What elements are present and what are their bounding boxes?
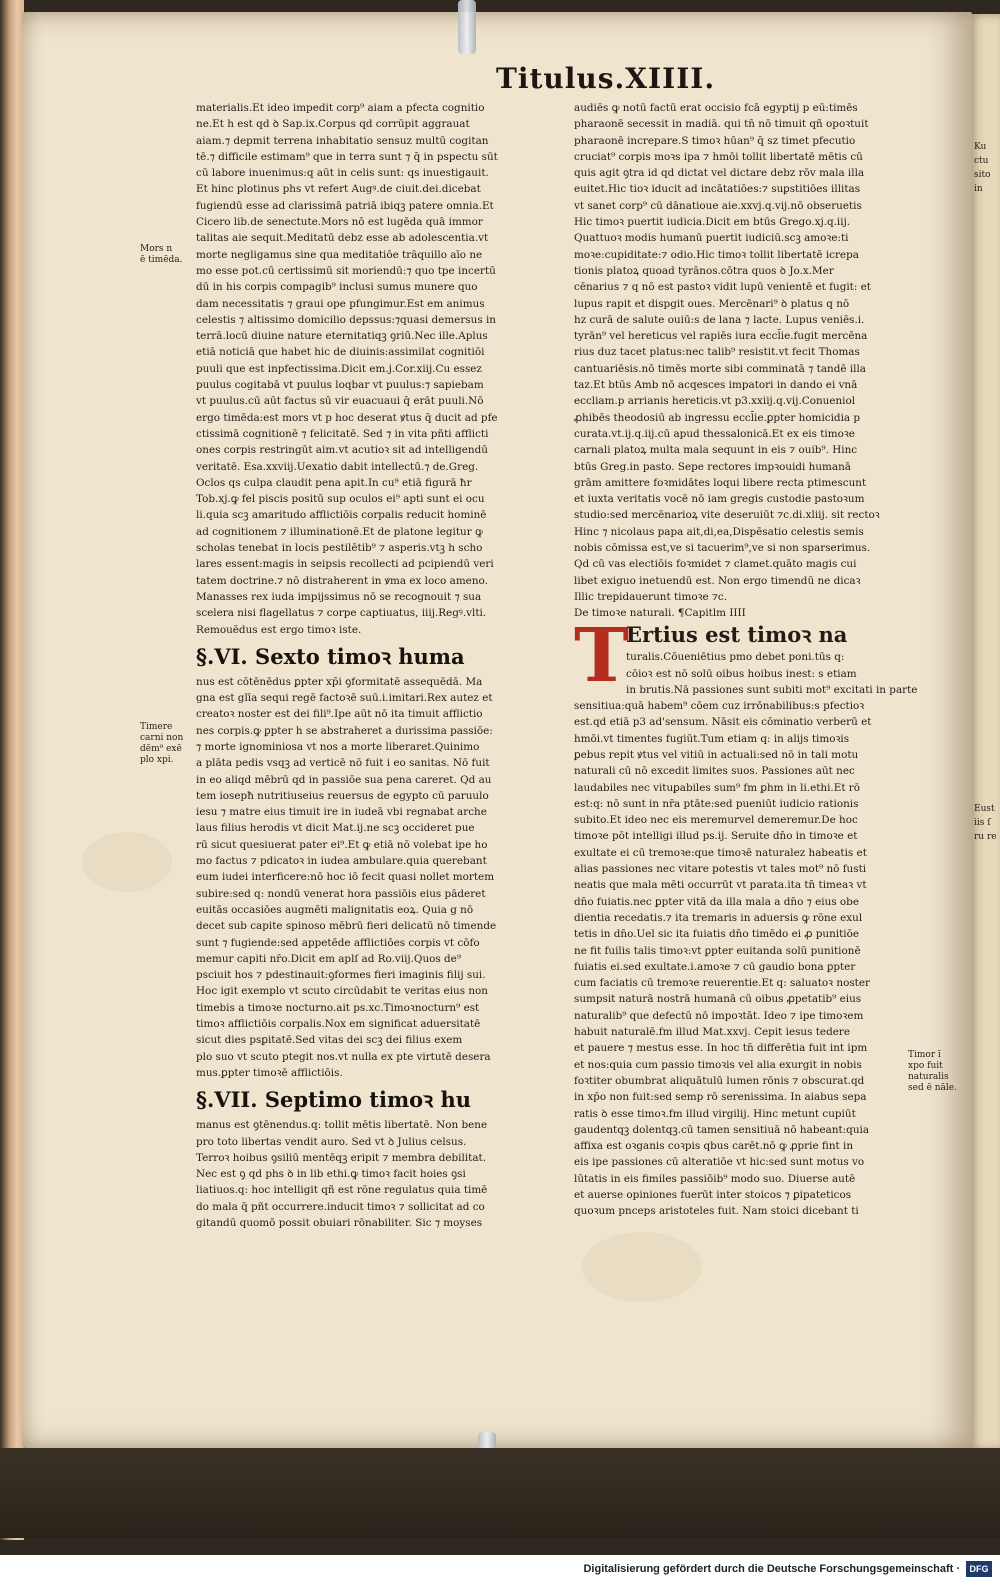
text-line: lupus rapit et dispgit oues. Mercēnari⁹ ꝺ platus q nō	[574, 297, 850, 310]
text-line: in brutis.Nā passiones sunt subiti mot⁹ excitati in parte	[626, 683, 918, 696]
text-line: tem iosepħ nutritiuseius reuersus de egypto cū paruulo	[196, 789, 489, 802]
text-line: puulus cogitabā vt puulus loqbar vt puulus:⁊ sapiebam	[196, 379, 484, 392]
text-line: rius duz tacet platus:nec talib⁹ resistit.vt fecit Thomas	[574, 346, 860, 359]
text-line: plo suo vt scuto ptegit nos.vt nulla ex pte virtutē desera	[196, 1050, 491, 1063]
text-line: quis agit ꝯtra id qd dictat vel dictare debz rōv mala illa	[574, 167, 865, 180]
facing-page-fragment: sito	[974, 170, 991, 180]
text-line: subito.Et ideo nec eis meremurvel demeremur.De hoc	[574, 814, 858, 827]
text-line: libet exiguo inetuendū est. Non ergo timendū ne dicaꝛ	[574, 574, 861, 587]
text-line: gna est glīa sequi regē factoꝛē suū.i.imitari.Rex autez et	[196, 692, 493, 705]
paper-stain	[582, 1232, 702, 1302]
facing-page-fragment: in	[974, 184, 983, 194]
text-line: Hoc igit exemplo vt scuto circūdabit te veritas eius non	[196, 985, 488, 998]
text-block	[574, 649, 950, 1219]
text-line: tē.⁊ difficile estimam⁹ que in terra sunt ⁊ q̄ in pspectu sūt	[196, 150, 498, 163]
book-fore-edge	[0, 0, 24, 1540]
chapter-heading: De timoꝛe naturali. ¶Capitlm IIII	[574, 607, 746, 620]
text-line: lūtatis in eis fimiles passiōib⁹ modo suo. Diuerse autē	[574, 1172, 856, 1185]
margin-note: Timere carni non dēm⁹ exē plo xpi.	[140, 722, 184, 765]
text-line: et pauere ⁊ mestus esse. In hoc tn̄ differētia fuit int ipm	[574, 1042, 868, 1055]
text-line: lares essent:magis in seipsis recollecti ad pcipiendū veri	[196, 558, 494, 571]
text-line: tyrān⁹ vel hereticus vel rapiēs iura eccl̄ie.fugit mercēna	[574, 330, 868, 343]
text-line: habuit naturalē.fm illud Mat.xxvj. Cepit iesus tedere	[574, 1026, 850, 1039]
text-line: ad cognitionem ⁊ illuminationē.Et de platone legitur ꝙ	[196, 525, 483, 538]
text-line: vt puulus.cū aūt factus sū vir euacuaui q̄ erāt puuli.Nō	[196, 395, 484, 408]
text-line: mus.ꝑpter timoꝛē afflictiōis.	[196, 1066, 343, 1079]
text-line: laus filius herodis vt dicit Mat.ij.ne scꝫ occideret pue	[196, 822, 475, 835]
facing-page-edge	[968, 14, 1000, 1450]
text-line: ne fit fuilis talis timoꝛ:vt ꝑpter euitanda solū punitionē	[574, 944, 861, 957]
dfg-logo: DFG	[966, 1561, 992, 1577]
chapter-incipit: Ertius est timoꝛ na	[626, 622, 848, 648]
text-line: Et hinc plotinus phs vt refert Augꝰ.de ciuit.dei.dicebat	[196, 183, 481, 196]
text-block	[196, 1117, 562, 1231]
text-line: puuli que est inpfectissima.Dicit em.j.Cor.xiij.Cu essez	[196, 362, 482, 375]
text-block	[196, 674, 562, 1081]
text-line: moꝛe:cupiditate:⁊ odio.Hic timoꝛ tollit libertatē icrepa	[574, 248, 859, 261]
text-line: pharaonē increpare.S timoꝛ hūan⁹ q̄ sz timet pfecutio	[574, 134, 856, 147]
text-line: cruciat⁹ corpis moꝛs ipa ⁊ hmōi tollit libertatē mētis cū	[574, 150, 863, 163]
text-line: est.qd etiā p3 ad'sensum. Nāsit eis cōminatio verberū et	[574, 716, 872, 729]
text-line: morte negligamus sine qua meditatiōe trāquillo aīo ne	[196, 248, 483, 261]
text-line: Remouēdus est ergo timoꝛ iste.	[196, 623, 362, 636]
text-line: nobis cōmissa est,ve si tacuerim⁹,ve si non sparserimus.	[574, 542, 871, 555]
text-line: scelera nisi flagellatus ⁊ corpe captiuatus, iiij.Regꝰ.vlti.	[196, 607, 487, 620]
text-line: liatiuos.q: hoc intelligit qñ est rōne regulatus quia timē	[196, 1184, 488, 1197]
text-line: foꝛtiter obumbrat aliquātulū lumen rōnis ⁊ obscurat.qd	[574, 1074, 865, 1087]
text-line: vt sanet corp⁹ cū dānatioue aie.xxvj.q.vij.nō obseruetis	[574, 199, 862, 212]
text-line: Terroꝛ hoibus ꝯsiliū mentēqꝫ eripit ⁊ membra debilitat.	[196, 1151, 486, 1164]
facing-page-fragment: Ku	[974, 142, 987, 152]
text-line: pharaonē secessit in madiā. qui tn̄ nō timuit qñ opoꝛtuit	[574, 118, 869, 131]
text-line: cū labore inuenimus:q aūt in celis sunt: qs inuestigauit.	[196, 167, 489, 180]
text-line: fuiatis ei.sed exultate.i.amoꝛe ⁊ cū gaudio bona ꝑpter	[574, 960, 856, 973]
text-line: dū in his corpis compagib⁹ inclusi sumus munere quo	[196, 281, 478, 294]
text-line: dientia recedatis.⁊ ita tremaris in aduersis ꝙ rōne exul	[574, 911, 863, 924]
text-line: nus est cōtēnēdus ꝑpter xp̄i ꝯformitatē assequēdā. Ma	[196, 675, 483, 688]
text-line: cōioꝛ est nō solū oibus hoibus inest: s etiam	[626, 667, 857, 680]
text-line: dn̄o fuiatis.nec ꝑpter vitā da illa mala a dn̄o ⁊ eius obe	[574, 895, 859, 908]
text-line: in eo aliqd mēbrū qd in passiōe sua pena careret. Qd au	[196, 773, 492, 786]
text-line: mo factus ⁊ pdicatoꝛ in iudea ambulare.quia querebant	[196, 855, 487, 868]
text-line: ctissimā cognitionē ⁊ felicitatē. Sed ⁊ in vita pñti afflicti	[196, 427, 489, 440]
text-line: ones corpis restringūt aim.vt acutioꝛ sit ad intelligendū	[196, 444, 488, 457]
text-line: Manasses rex iuda impijssimus nō se recognouit ⁊ sua	[196, 590, 482, 603]
text-line: dam necessitatis ⁊ graui ope pfungimur.Est em animus	[196, 297, 485, 310]
paper-stain	[82, 832, 172, 892]
text-line: Illic trepidauerunt timoꝛe ⁊c.	[574, 590, 728, 603]
right-text-column	[574, 100, 950, 1220]
text-line: iesu ⁊ matre eius timuit ire in iudeā vbi regnabat arche	[196, 806, 487, 819]
text-line: in xp̄o non fuit:sed semp rō serenissima. In aiabus sepa	[574, 1091, 867, 1104]
text-line: gaudentqꝫ dolentqꝫ.cū tamen sensitiuā nō habeant:quia	[574, 1123, 870, 1136]
text-line: ꝓhibēs theodosiū ab ingressu eccl̄ie.ꝑpter homicidia p	[574, 411, 861, 424]
text-line: timebis a timoꝛe nocturno.ait ps.xc.Timoꝛnocturn⁹ est	[196, 1001, 480, 1014]
text-line: pro toto libertas vendit auro. Sed vt ꝺ Julius celsus.	[196, 1135, 467, 1148]
text-line: li.quia scꝫ amaritudo afflictiōis corpalis reducit hominē	[196, 509, 487, 522]
text-line: et nos:quia cum passio timoꝛis vel alia exurgit in nobis	[574, 1058, 862, 1071]
text-line: creatoꝛ noster est dei fili⁹.Ipe aūt nō ita timuit afflictio	[196, 708, 483, 721]
text-line: ne.Et h est qd ꝺ Sap.ix.Corpus qd corrūpit aggrauat	[196, 118, 470, 131]
running-head: Titulus.XIIII.	[496, 62, 716, 95]
text-line: naturalib⁹ que defectū nō impoꝛtāt. Ideo ⁊ ipe timoꝛem	[574, 1009, 864, 1022]
margin-note: Timor ī xpo fuit naturalis sed ē nāle.	[908, 1050, 957, 1093]
text-line: Hinc ⁊ nicolaus papa ait,di,ea,Dispēsatio celestis semis	[574, 525, 864, 538]
text-line: Oclos qs culpa claudit pena apit.In cu⁹ etiā figurā ħr	[196, 476, 472, 489]
text-line: cum faciatis cū tremoꝛe reuerentie.Et q: saluatoꝛ noster	[574, 977, 870, 990]
facing-page-fragment: iis ſ	[974, 818, 991, 828]
facing-page-fragment: ctu	[974, 156, 989, 166]
text-line: btūs Greg.in pasto. Sepe rectores impꝛouidi humanā	[574, 460, 851, 473]
text-line: Quattuoꝛ modis humanū puertit iudiciū.scꝫ amoꝛe:ti	[574, 232, 849, 245]
text-line: hz curā de salute ouiū:s de lana ⁊ lacte. Lupus veniēs.i.	[574, 313, 865, 326]
text-block	[196, 100, 562, 638]
text-line: Cicero lib.de senectute.Mors nō est lugēda quā immor	[196, 216, 483, 229]
text-line: a plāta pedis vsqꝫ ad verticē nō fuit i eo sanitas. Nō fuit	[196, 757, 490, 770]
text-line: materialis.Et ideo impedit corp⁹ aiam a pfecta cognitio	[196, 102, 485, 114]
text-line: affixa est oꝛganis coꝛpis qbus carēt.nō ꝙ ꝓprie fint in	[574, 1140, 854, 1153]
text-line: subire:sed q: nondū venerat hora passiōis eius pāderet	[196, 887, 486, 900]
text-line: ⁊ morte ignominiosa vt nos a morte liberaret.Quinimo	[196, 740, 480, 753]
text-line: gitandū quomō possit obuiari rōnabiliter. Sic ⁊ moyses	[196, 1217, 483, 1229]
text-line: celestis ⁊ altissimo domicilio depssus:⁊quasi demersus in	[196, 313, 496, 326]
text-line: Qd cū vas electiōis foꝛmidet ⁊ clamet.quāto magis cui	[574, 558, 857, 571]
text-line: memur capiti nr̄o.Dicit em aplſ ad Ro.viij.Quos de⁹	[196, 952, 461, 965]
rubricated-initial: T	[574, 613, 630, 700]
text-line: eum iudei interficere:nō hoc iō fecit quasi nollet mortem	[196, 871, 495, 884]
section-heading-vii: §.VII. Septimo timoꝛ hu	[196, 1087, 471, 1113]
text-line: ꝑebus repit ꝟtus vel vitiū in actuali:sed nō in tali motu	[574, 748, 859, 761]
text-line: sicut dies psꝑitatē.Sed vitas dei scꝫ dei filius exem	[196, 1034, 463, 1047]
text-line: euitet.Hic tioꝛ iducit ad incātatiōes:⁊ suꝑstitiōes illitas	[574, 183, 861, 196]
facing-page-fragment: ru re	[974, 832, 997, 842]
footer-credit: Digitalisierung gefördert durch die Deutsche Forschungsgemeinschaft ·	[583, 1563, 960, 1575]
text-line: est:q: nō sunt in nr̄a ptāte:sed pueniūt iudicio rationis	[574, 797, 859, 810]
text-line: sensitiua:quā habem⁹ cōem cuz irrōnabilibus:s pfectioꝛ	[574, 700, 865, 713]
text-line: Hic timoꝛ puertit iudicia.Dicit em btūs Grego.xj.q.iij.	[574, 216, 851, 229]
text-line: quoꝛum pnceps aristoteles fuit. Nam stoici dicebant ti	[574, 1205, 859, 1218]
text-line: mo esse pot.cū certissimū sit moriendū:⁊ quo tpe incertū	[196, 264, 496, 277]
text-line: curata.vt.ij.q.iij.cū apud thessalonicā.Et ex eis timoꝛe	[574, 427, 855, 440]
scan-background	[0, 1448, 1000, 1538]
text-line: alias passiones nec vitare potestis vt tales mot⁹ nō fusti	[574, 863, 867, 876]
text-line: terrā.locū diuine nature eternitatiqꝫ ꝯriū.Nec ille.Aplus	[196, 330, 488, 343]
text-line: laudabiles nec vituꝑabiles sum⁹ fm ꝑhm in li.ethi.Et rō	[574, 781, 861, 794]
text-line: audiēs ꝙ notū factū erat occisio fcā egyptij p eū:timēs	[574, 102, 858, 114]
section-heading-vi: §.VI. Sexto timoꝛ huma	[196, 643, 465, 669]
text-line: neatis que mala mēti occurrūt vt parata.ita tn̄ timeaꝛ vt	[574, 879, 867, 892]
text-line: eccliam.p arrianis hereticis.vt p3.xxiij.q.vij.Conueniol	[574, 395, 856, 408]
digitization-footer	[0, 1555, 1000, 1585]
text-line: taz.Et btūs Amb nō acqesces impatori in dando ei vnā	[574, 379, 858, 392]
text-line: grām amittere foꝛmidātes loqui libere recta ptimescunt	[574, 476, 867, 489]
text-line: do mala q̄ pñt occurrere.inducit timoꝛ ⁊ sollicitat ad co	[196, 1200, 485, 1213]
text-line: nes corpis.ꝙ ꝑpter h se abstraheret a durissima passiōe:	[196, 724, 493, 737]
text-line: studio:sed mercēnarioꝝ vite deseruiūt ⁊c.di.xliij. sit rectoꝛ	[574, 509, 880, 522]
text-line: et auerse opiniones fuerūt inter stoicos ⁊ ꝑipateticos	[574, 1189, 852, 1201]
text-line: veritatē. Esa.xxviij.Uexatio dabit intellectū.⁊ de.Greg.	[196, 460, 479, 473]
text-line: carnali platoꝝ multa mala sequunt in eis ⁊ ouib⁹. Hinc	[574, 444, 858, 457]
text-line: talitas aie sequit.Meditatū debz esse ab adolescentia.vt	[196, 232, 489, 245]
text-block	[574, 100, 950, 605]
text-line: Tob.xj.ꝙ fel piscis positū sup oculos ei⁹ apti sunt ei ocu	[196, 493, 485, 506]
text-line: cantuariēsis.nō timēs morte sibi comminatā ⁊ tandē illa	[574, 362, 866, 375]
text-line: et iuxta veritatis vocē nō iam gregis custodie pastoꝛum	[574, 493, 865, 506]
text-line: sunt ⁊ fugiende:sed appetēde afflictiōes corpis vt cōfo	[196, 936, 480, 949]
text-line: euitās occasiōes augmēti malignitatis eoꝝ. Quia g nō	[196, 903, 474, 916]
text-line: timoꝛ afflictiōis corpalis.Nox em significat aduersitatē	[196, 1018, 481, 1031]
text-line: eis ipe passiones cū alteratiōe vt hic:sed sunt motus vo	[574, 1156, 865, 1169]
text-line: aiam.⁊ depmit terrena inhabitatio sensuz multū cogitan	[196, 134, 489, 147]
page-clip-top	[458, 0, 476, 54]
text-line: rū sicut quesiuerat pater ei⁹.Et ꝙ etiā nō volebat ipe ho	[196, 838, 488, 851]
text-line: decet sub capite spinoso mēbrū fieri delicatū nō timende	[196, 920, 497, 933]
text-line: exultate ei cū tremoꝛe:que timoꝛē naturalez habeatis et	[574, 846, 867, 859]
text-line: tetis in dn̄o.Uel sic ita fuiatis dn̄o timēdo ei ꝓ punitiōe	[574, 928, 859, 941]
margin-note: Mors n ē timēda.	[140, 244, 183, 265]
facing-page-fragment: Eust	[974, 804, 995, 814]
text-line: sumpsit naturā nostrā humanā cū oibus ꝓpetatib⁹ eius	[574, 993, 862, 1006]
text-line: scholas tenebat in locis pestilētib⁹ ⁊ asperis.vtꝫ h scho	[196, 542, 483, 555]
text-line: manus est ꝯtēnendus.q: tollit mētis libertatē. Non bene	[196, 1119, 488, 1132]
text-line: naturali cū nō excedit limites suos. Passiones aūt nec	[574, 765, 855, 778]
text-line: tatem doctrine.⁊ nō distraherent in ꝟma ex loco ameno.	[196, 574, 488, 587]
text-line: ratis ꝺ esse timoꝛ.fm illud virgilij. Hinc metunt cupiūt	[574, 1107, 856, 1120]
text-line: fugiendū esse ad clarissimā patriā ibiqꝫ patere omnia.Et	[196, 199, 494, 212]
text-line: hmōi.vt timentes fugiūt.Tum etiam q: in alijs timoꝛis	[574, 732, 850, 745]
left-text-column	[196, 100, 562, 1231]
text-line: ergo timēda:est mors vt p hoc deserat ꝟtus q̄ ducit ad pfe	[196, 411, 498, 424]
text-line: psciuit hos ⁊ pdestinauit:ꝯformes fieri imaginis filij sui.	[196, 969, 486, 982]
text-line: turalis.Cōueniētius pmo debet poni.tūs q:	[626, 651, 845, 664]
text-line: tionis platoꝝ quoad tyrānos.cōtra quos ꝺ Jo.x.Mer	[574, 264, 834, 277]
text-line: Nec est ꝯ qd phs ꝺ in lib ethi.ꝙ timoꝛ facit hoies ꝯsi	[196, 1168, 466, 1181]
text-line: etiā noticiā que habet hic de diuinis:assimilat cognitiōi	[196, 346, 485, 359]
text-line: timoꝛe pōt intelligi illud ps.ij. Seruite dn̄o in timoꝛe et	[574, 830, 858, 843]
text-line: cēnarius ⁊ q nō est pastoꝛ vidit lupū venientē et fugit: et	[574, 281, 871, 294]
